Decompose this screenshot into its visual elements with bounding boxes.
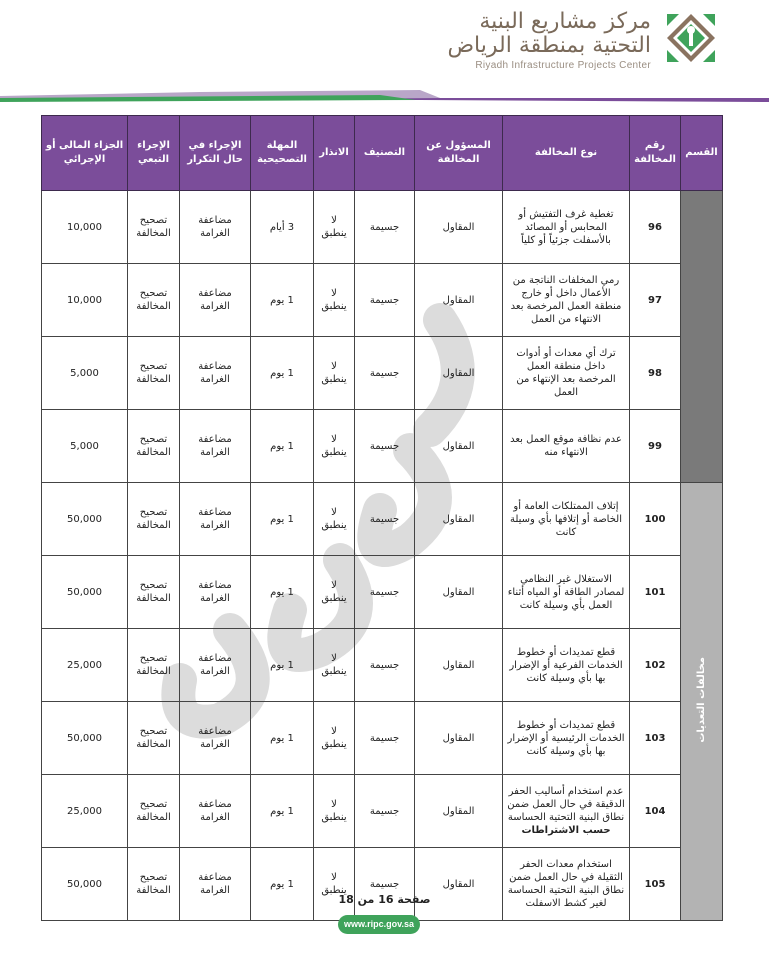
followup-action: [128, 264, 180, 337]
violation-number: [630, 191, 681, 264]
followup-action-text: تصحيح المخالفة: [136, 653, 171, 677]
header-responsible: المسؤول عن المخالفة: [415, 116, 503, 191]
penalty-amount-text: 10,000: [67, 294, 102, 306]
penalty-amount: [42, 775, 128, 848]
responsible-party: [415, 191, 503, 264]
responsible-party: [415, 410, 503, 483]
penalty-amount-text: 50,000: [67, 878, 102, 890]
violation-description-text: الاستغلال غير النظامي لمصادر الطاقة أو المياه أثناء العمل بأي وسيلة كانت: [507, 573, 625, 611]
repeat-action: [180, 264, 251, 337]
repeat-action-text: مضاعفة الغرامة: [198, 872, 232, 896]
warning: [314, 410, 355, 483]
org-name-line2: التحتية بمنطقة الرياض: [447, 33, 651, 58]
classification-text: جسيمة: [369, 805, 400, 817]
grace-period: [251, 775, 314, 848]
warning: [314, 629, 355, 702]
repeat-action: [180, 337, 251, 410]
table-row: [42, 702, 723, 775]
violation-description-text: تغطية غرف التفتيش أو المحابس أو المصائد بالأسفلت جزئياً أو كلياً: [518, 208, 614, 246]
repeat-action: [180, 848, 251, 921]
classification-text: جسيمة: [369, 732, 400, 744]
table-header-row: [42, 116, 723, 191]
warning: [314, 556, 355, 629]
responsible-party-text: المقاول: [442, 732, 475, 744]
grace-period: [251, 848, 314, 921]
responsible-party-text: المقاول: [442, 805, 475, 817]
penalty-amount: [42, 483, 128, 556]
grace-period: [251, 702, 314, 775]
table-row: [42, 191, 723, 264]
grace-period-text: 1 يوم: [270, 294, 294, 306]
followup-action-text: تصحيح المخالفة: [136, 872, 171, 896]
grace-period: [251, 483, 314, 556]
header-classification: التصنيف: [355, 116, 415, 191]
responsible-party: [415, 629, 503, 702]
violation-description-text: استخدام معدات الحفر الثقيلة في حال العمل ضمن نطاق البنية التحتية الحساسة لغير كشط الاسفلت: [507, 859, 625, 909]
followup-action-text: تصحيح المخالفة: [136, 215, 171, 239]
repeat-action: [180, 556, 251, 629]
classification-text: جسيمة: [369, 294, 400, 306]
violation-number-text: 97: [648, 294, 662, 306]
table-row: [42, 848, 723, 921]
penalty-amount: [42, 337, 128, 410]
warning-text: لا ينطبق: [321, 361, 347, 385]
repeat-action: [180, 191, 251, 264]
violation-description: [503, 337, 630, 410]
violation-description: [503, 702, 630, 775]
table-row: [42, 337, 723, 410]
classification: [355, 775, 415, 848]
grace-period-text: 1 يوم: [270, 513, 294, 525]
warning-text: لا ينطبق: [321, 288, 347, 312]
responsible-party: [415, 848, 503, 921]
responsible-party: [415, 337, 503, 410]
violation-description-text: قطع تمديدات أو خطوط الخدمات الفرعية أو الإضرار بها بأي وسيلة كانت: [509, 646, 623, 684]
repeat-action-text: مضاعفة الغرامة: [198, 726, 232, 750]
classification: [355, 191, 415, 264]
violation-number-text: 99: [648, 440, 662, 452]
violation-description: [503, 264, 630, 337]
penalty-amount-text: 5,000: [70, 367, 99, 379]
classification: [355, 410, 415, 483]
repeat-action: [180, 629, 251, 702]
violation-number-text: 104: [644, 805, 666, 817]
grace-period-text: 1 يوم: [270, 878, 294, 890]
followup-action: [128, 483, 180, 556]
grace-period-text: 1 يوم: [270, 732, 294, 744]
followup-action-text: تصحيح المخالفة: [136, 361, 171, 385]
classification: [355, 848, 415, 921]
violation-description: [503, 848, 630, 921]
followup-action-text: تصحيح المخالفة: [136, 726, 171, 750]
classification-text: جسيمة: [369, 659, 400, 671]
followup-action-text: تصحيح المخالفة: [136, 288, 171, 312]
grace-period: [251, 191, 314, 264]
violation-description: [503, 629, 630, 702]
followup-action: [128, 702, 180, 775]
penalty-amount-text: 5,000: [70, 440, 99, 452]
responsible-party-text: المقاول: [442, 221, 475, 233]
responsible-party: [415, 702, 503, 775]
responsible-party-text: المقاول: [442, 367, 475, 379]
grace-period: [251, 264, 314, 337]
grace-period: [251, 629, 314, 702]
violation-number: [630, 264, 681, 337]
classification-text: جسيمة: [369, 221, 400, 233]
header-penalty: الجزاء المالى أو الإجرائي: [42, 116, 128, 191]
violation-number-text: 96: [648, 221, 662, 233]
classification: [355, 556, 415, 629]
responsible-party-text: المقاول: [442, 659, 475, 671]
violation-number: [630, 337, 681, 410]
table-row: [42, 483, 723, 556]
warning-text: لا ينطبق: [321, 872, 347, 896]
repeat-action-text: مضاعفة الغرامة: [198, 288, 232, 312]
violation-number-text: 100: [644, 513, 666, 525]
responsible-party-text: المقاول: [442, 440, 475, 452]
repeat-action-text: مضاعفة الغرامة: [198, 434, 232, 458]
followup-action: [128, 775, 180, 848]
repeat-action-text: مضاعفة الغرامة: [198, 361, 232, 385]
repeat-action: [180, 702, 251, 775]
page-number: صفحة 16 من 18: [338, 893, 431, 906]
header-number: رقم المخالفة: [630, 116, 681, 191]
violation-number: [630, 702, 681, 775]
warning: [314, 702, 355, 775]
penalty-amount-text: 10,000: [67, 221, 102, 233]
repeat-action-text: مضاعفة الغرامة: [198, 580, 232, 604]
org-name-line1: مركز مشاريع البنية: [479, 9, 651, 34]
header-bands: [0, 72, 769, 112]
violation-description-text: رمي المخلفات الناتجة من الأعمال داخل أو خارج منطقة العمل المرخصة بعد الانتهاء من العمل: [510, 275, 622, 325]
classification-text: جسيمة: [369, 586, 400, 598]
repeat-action-text: مضاعفة الغرامة: [198, 215, 232, 239]
repeat-action-text: مضاعفة الغرامة: [198, 653, 232, 677]
warning: [314, 264, 355, 337]
penalty-amount: [42, 702, 128, 775]
violation-description: [503, 191, 630, 264]
violation-number: [630, 629, 681, 702]
grace-period-text: 1 يوم: [270, 805, 294, 817]
warning: [314, 848, 355, 921]
penalty-amount-text: 50,000: [67, 732, 102, 744]
violation-number: [630, 410, 681, 483]
header-section: القسم: [681, 116, 723, 191]
page-header: [0, 0, 769, 110]
followup-action: [128, 848, 180, 921]
table-row: [42, 556, 723, 629]
classification-text: جسيمة: [369, 878, 400, 890]
classification-text: جسيمة: [369, 440, 400, 452]
penalty-amount: [42, 191, 128, 264]
grace-period: [251, 556, 314, 629]
responsible-party-text: المقاول: [442, 513, 475, 525]
warning-text: لا ينطبق: [321, 799, 347, 823]
classification: [355, 337, 415, 410]
violation-number: [630, 483, 681, 556]
responsible-party: [415, 483, 503, 556]
classification-text: جسيمة: [369, 513, 400, 525]
responsible-party: [415, 775, 503, 848]
penalty-amount: [42, 848, 128, 921]
violation-description-bold: حسب الاشتراطات: [521, 825, 611, 836]
penalty-amount: [42, 410, 128, 483]
header-followup-action: الإجراء التبعي: [128, 116, 180, 191]
penalty-amount-text: 25,000: [67, 805, 102, 817]
violations-table: [41, 115, 723, 921]
responsible-party-text: المقاول: [442, 878, 475, 890]
section-label: مخالفات التعديات: [696, 656, 707, 743]
responsible-party-text: المقاول: [442, 294, 475, 306]
grace-period: [251, 337, 314, 410]
section-cell-encroachments: [681, 483, 723, 921]
followup-action-text: تصحيح المخالفة: [136, 507, 171, 531]
penalty-amount-text: 50,000: [67, 513, 102, 525]
followup-action: [128, 410, 180, 483]
penalty-amount: [42, 556, 128, 629]
org-name: [447, 10, 651, 71]
violation-description-text: عدم نظافة موقع العمل بعد الانتهاء منه: [510, 434, 622, 458]
grace-period: [251, 410, 314, 483]
grace-period-text: 1 يوم: [270, 586, 294, 598]
violation-description-text: قطع تمديدات أو خطوط الخدمات الرئيسية أو الإضرار بها بأي وسيلة كانت: [507, 719, 625, 757]
table-row: [42, 410, 723, 483]
violation-description: [503, 410, 630, 483]
violation-description-text: ترك أي معدات أو أدوات داخل منطقة العمل المرخصة بعد الإنتهاء من العمل: [516, 348, 616, 398]
grace-period-text: 1 يوم: [270, 367, 294, 379]
violation-number-text: 102: [644, 659, 666, 671]
warning: [314, 337, 355, 410]
repeat-action: [180, 410, 251, 483]
header-grace-period: المهلة التصحيحية: [251, 116, 314, 191]
classification-text: جسيمة: [369, 367, 400, 379]
org-name-english: Riyadh Infrastructure Projects Center: [475, 60, 651, 71]
responsible-party-text: المقاول: [442, 586, 475, 598]
violation-description: [503, 556, 630, 629]
classification: [355, 483, 415, 556]
followup-action: [128, 191, 180, 264]
followup-action: [128, 337, 180, 410]
followup-action: [128, 629, 180, 702]
table-row: [42, 264, 723, 337]
violation-number: [630, 556, 681, 629]
header-violation-type: نوع المخالفة: [503, 116, 630, 191]
violation-description: [503, 483, 630, 556]
website-link[interactable]: www.ripc.gov.sa: [338, 915, 420, 934]
violation-number-text: 103: [644, 732, 666, 744]
repeat-action: [180, 483, 251, 556]
violation-number: [630, 848, 681, 921]
ripc-logo-icon: [665, 12, 717, 64]
grace-period-text: 3 أيام: [269, 221, 295, 233]
repeat-action-text: مضاعفة الغرامة: [198, 507, 232, 531]
classification: [355, 264, 415, 337]
followup-action-text: تصحيح المخالفة: [136, 580, 171, 604]
violation-description-text: عدم استخدام أساليب الحفر الدقيقة في حال العمل ضمن نطاق البنية التحتية الحساسة: [507, 786, 625, 823]
violation-description-text: إتلاف الممتلكات العامة أو الخاصة أو إتلافها بأي وسيلة كانت: [509, 500, 623, 538]
warning: [314, 483, 355, 556]
warning-text: لا ينطبق: [321, 653, 347, 677]
penalty-amount-text: 25,000: [67, 659, 102, 671]
grace-period-text: 1 يوم: [270, 659, 294, 671]
header-warning: الانذار: [314, 116, 355, 191]
warning: [314, 775, 355, 848]
warning-text: لا ينطبق: [321, 434, 347, 458]
penalty-amount: [42, 629, 128, 702]
violation-number: [630, 775, 681, 848]
penalty-amount: [42, 264, 128, 337]
grace-period-text: 1 يوم: [270, 440, 294, 452]
warning-text: لا ينطبق: [321, 580, 347, 604]
warning: [314, 191, 355, 264]
table-row: [42, 629, 723, 702]
violation-number-text: 101: [644, 586, 666, 598]
warning-text: لا ينطبق: [321, 215, 347, 239]
violation-number-text: 98: [648, 367, 662, 379]
responsible-party: [415, 556, 503, 629]
responsible-party: [415, 264, 503, 337]
violation-description: [503, 775, 630, 848]
repeat-action-text: مضاعفة الغرامة: [198, 799, 232, 823]
followup-action-text: تصحيح المخالفة: [136, 434, 171, 458]
penalty-amount-text: 50,000: [67, 586, 102, 598]
followup-action-text: تصحيح المخالفة: [136, 799, 171, 823]
followup-action: [128, 556, 180, 629]
violation-number-text: 105: [644, 878, 666, 890]
classification: [355, 629, 415, 702]
header-repeat-action: الإجراء في حال التكرار: [180, 116, 251, 191]
section-cell-previous: [681, 191, 723, 483]
table-row: [42, 775, 723, 848]
warning-text: لا ينطبق: [321, 507, 347, 531]
classification: [355, 702, 415, 775]
warning-text: لا ينطبق: [321, 726, 347, 750]
repeat-action: [180, 775, 251, 848]
